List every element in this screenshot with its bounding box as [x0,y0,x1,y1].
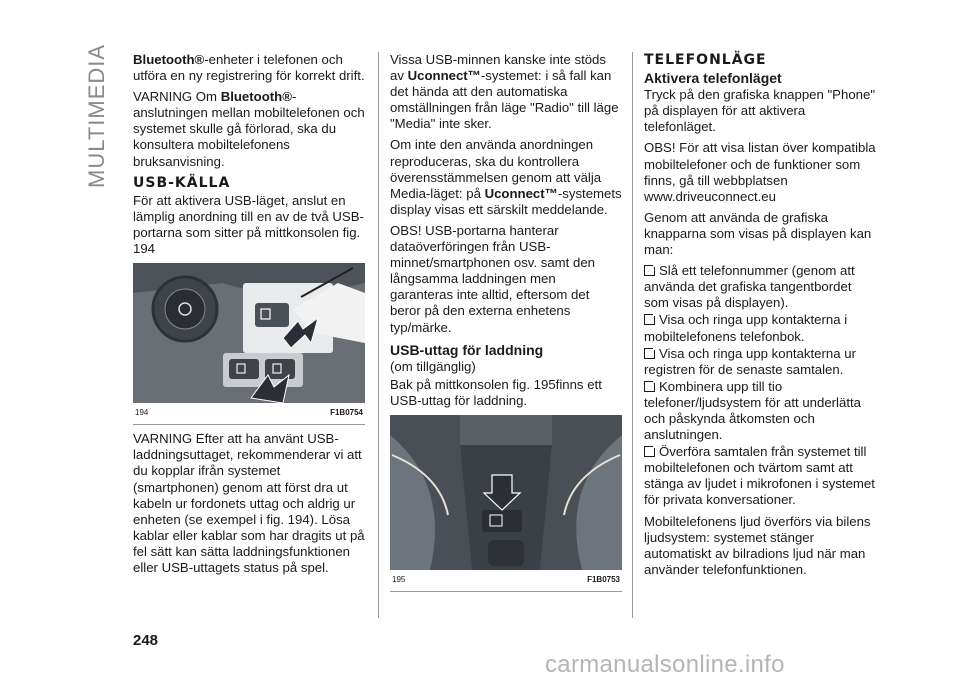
section-side-label: MULTIMEDIA [84,43,109,188]
bullet-icon [644,314,655,325]
bullet-icon [644,265,655,276]
warning-paragraph: VARNING Om Bluetooth®-anslutningen mellan mobiltelefonen och systemet skulle gå förlorad, ska du konsultera mobiltelefonens bruksanvisning. [133,89,365,169]
paragraph: Mobiltelefonens ljud överförs via bilens ljudsystem: systemet stänger automatiskt av bilradions ljud när man använder telefonfunktionen. [644,513,871,577]
section-heading-phone: TELEFONLÄGE [644,52,767,68]
watermark: carmanualsonline.info [545,651,785,678]
paragraph: Tryck på den grafiska knappen "Phone" på displayen för att aktivera telefonläget. [644,87,875,135]
paragraph: Vissa USB-minnen kanske inte stöds av Uconnect™-systemet: i så fall kan det hända att den automatiska omställningen från läge "Radio" till läge "Media" inte sker. [390,52,619,132]
page-number: 248 [133,632,159,649]
column-1 [133,52,365,581]
feature-list [644,263,876,508]
rear-console-usb-illustration [390,415,622,570]
list-item: Slå ett telefonnummer (genom att använda det grafiska tangentbordet som visas på displayen). [644,263,855,311]
list-item: Visa och ringa upp kontakterna i mobiltelefonens telefonbok. [644,312,848,344]
section-heading-usb: USB-KÄLLA [133,174,231,191]
note-paragraph: OBS! USB-portarna hanterar dataöverföringen från USB-minnet/smartphonen osv. samt den långsamma laddningen men garanteras inte alltid, eftersom det beror på den externa enhetens typ/märke. [390,222,595,335]
bullet-icon [644,446,655,457]
paragraph: Bak på mittkonsolen fig. 195finns ett USB-uttag för laddning. [390,376,602,408]
paragraph: Genom att använda de grafiska knapparna som visas på displayen kan man: [644,209,872,258]
figure-195 [390,415,622,592]
list-item: Kombinera upp till tio telefoner/ljudsystem för att underlätta och påskynda åtkomsten och anslutningen. [644,378,861,443]
column-divider [632,52,633,618]
column-2 [390,52,622,598]
warning-paragraph: VARNING Efter att ha använt USB-laddningsuttaget, rekommenderar vi att du kopplar ifrån systemet (smartphonen) genom att först dra ut kabeln ur fordonets uttag och aldrig ur enheten (se exempel i fig. 194). Lösa kablar eller kablar som har dragits ut på fel sätt kan sätta laddningsfunktionen eller USB-uttagets status på spel. [133,431,365,575]
figure-194 [133,263,365,425]
column-divider [378,52,379,618]
paragraph: För att aktivera USB-läget, anslut en lämplig anordning till en av de två USB-portarna som sitter på mittkonsolen fig. 194 [133,192,364,257]
paragraph: Om inte den använda anordningen reproduceras, ska du kontrollera överensstämmelsen genom att välja Media-läget: på Uconnect™-systemets display visas ett särskilt meddelande. [390,137,622,217]
subheading-activate-phone: Aktivera telefonläget [644,70,782,87]
usb-console-illustration [133,263,365,403]
bullet-icon [644,381,655,392]
figure-caption: 194 F1B0754 [135,408,363,418]
subheading-usb-charging: USB-uttag för laddning [390,341,544,358]
note-paragraph: OBS! För att visa listan över kompatibla mobiltelefoner och de funktioner som finns, gå till webbplatsen www.driveuconnect.eu [644,140,876,204]
list-item: Visa och ringa upp kontakterna ur registren för de senaste samtalen. [644,345,856,377]
paragraph: (om tillgänglig) [390,358,476,374]
list-item: Överföra samtalen från systemet till mobiltelefonen och tvärtom samt att stänga av ljudet i mikrofonen i systemet för privata konversationer. [644,444,875,508]
column-3 [644,52,876,583]
bullet-icon [644,348,655,359]
paragraph: Bluetooth®-enheter i telefonen och utföra en ny registrering för korrekt drift. [133,52,365,84]
figure-caption: 195 F1B0753 [392,574,620,584]
